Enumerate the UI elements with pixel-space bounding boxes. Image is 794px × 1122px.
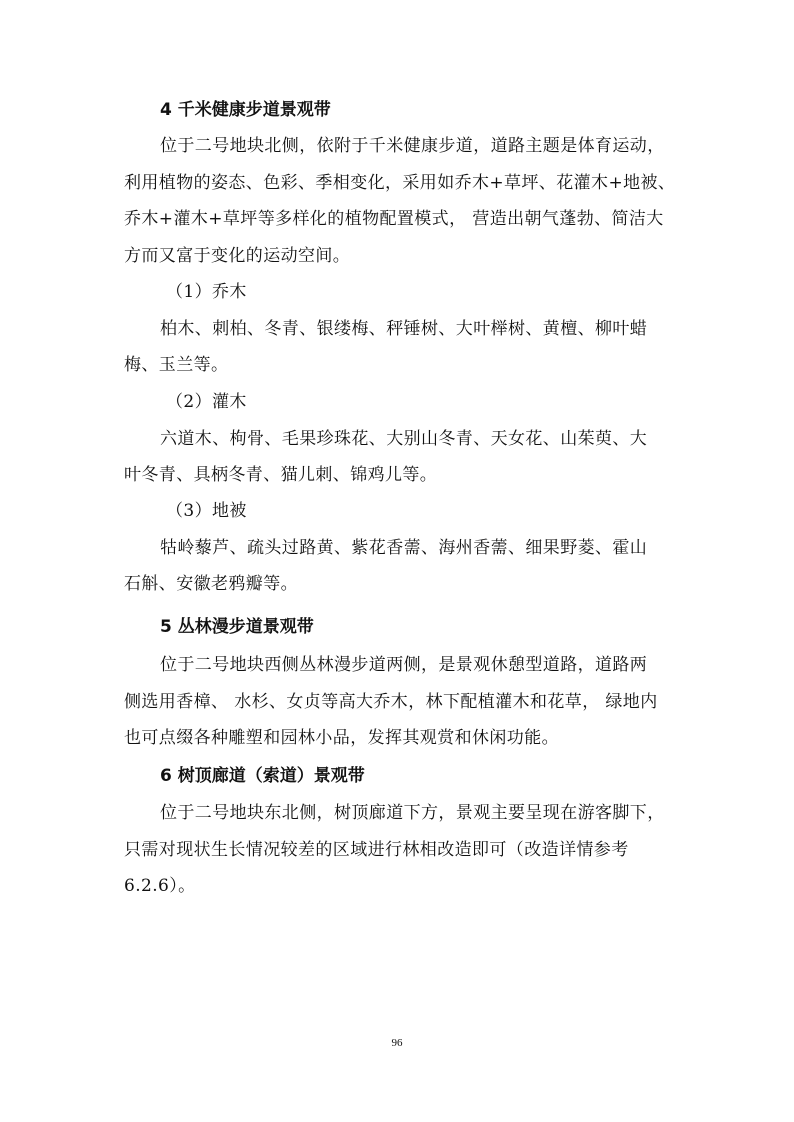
subsection-shrubs [124,384,680,494]
paragraph-line: 石斛、安徽老鸦瓣等。 [124,574,298,594]
paragraph-line: 6.2.6）。 [124,876,196,896]
subsection-trees [124,274,680,384]
section-6 [160,758,680,794]
paragraph-line: 利用植物的姿态、色彩、季相变化，采用如乔木+草坪、花灌木+地被、 [124,172,676,193]
paragraph-line: 位于二号地块北侧，依附于千米健康步道，道路主题是体育运动， [160,136,665,156]
paragraph-line: 侧选用香樟、 水杉、女贞等高大乔木，林下配植灌木和花草， 绿地内 [124,691,658,712]
paragraph-line: 牯岭藜芦、疏头过路黄、紫花香薷、海州香薷、细果野菱、霍山 [160,537,648,558]
paragraph-line: 位于二号地块东北侧，树顶廊道下方，景观主要呈现在游客脚下， [160,803,665,823]
section-heading: 4 千米健康步道景观带 [160,100,331,120]
section-5 [160,609,680,645]
paragraph-line: 叶冬青、具柄冬青、猫儿刺、锦鸡儿等。 [124,465,438,485]
subsection-title: （3）地被 [166,501,247,521]
paragraph-line: 方而又富于变化的运动空间。 [124,245,351,266]
subsection-title: （2）灌木 [166,392,247,412]
subsection-groundcover [124,493,680,603]
paragraph-line: 柏木、刺柏、冬青、银缕梅、秤锤树、大叶榉树、黄檀、柳叶蜡 [160,318,648,339]
section-4 [160,92,680,128]
paragraph-line: 只需对现状生长情况较差的区域进行林相改造即可（改造详情参考 [124,839,629,860]
section-heading: 6 树顶廊道（索道）景观带 [160,766,365,786]
section-heading: 5 丛林漫步道景观带 [160,617,314,637]
subsection-title: （1）乔木 [166,282,247,302]
page-number: 96 [391,1037,403,1049]
section-4-body [124,128,680,274]
section-6-body [124,795,680,905]
paragraph-line: 也可点缀各种雕塑和园林小品，发挥其观赏和休闲功能。 [124,728,559,748]
paragraph-line: 六道木、枸骨、毛果珍珠花、大别山冬青、天女花、山茱萸、大 [160,428,648,449]
paragraph-line: 乔木+灌木+草坪等多样化的植物配置模式， 营造出朝气蓬勃、简洁大 [124,209,664,229]
section-5-body [124,647,680,757]
paragraph-line: 位于二号地块西侧丛林漫步道两侧，是景观休憩型道路，道路两 [160,655,648,675]
paragraph-line: 梅、玉兰等。 [124,355,229,375]
